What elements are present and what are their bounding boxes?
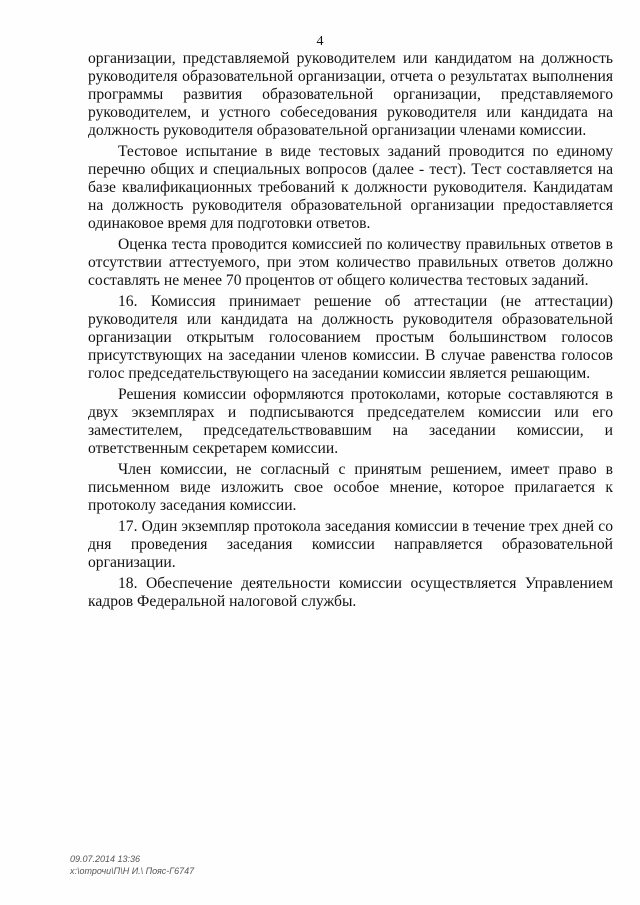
paragraph-protocols: Решения комиссии оформляются протоколами, которые составляются в двух экземплярах и подписываются председателем комиссии или его заместителем, председательствовавшим на заседании комиссии, и ответственным секретарем комиссии. [88, 386, 613, 457]
paragraph-test: Тестовое испытание в виде тестовых заданий проводится по единому перечню общих и специальных вопросов (далее - тест). Тест составляется на базе квалификационных требований к должности руководителя. Кандидатам на должность руководителя образовательной организации предоставляется одинаковое время для подготовки ответов. [88, 143, 613, 232]
document-body [88, 50, 613, 614]
paragraph-continuation: организации, представляемой руководителем или кандидатом на должность руководителя образовательной организации, отчета о результатах выполнения программы развития образовательной организации, представляемого руководителем, и устного собеседования руководителя или кандидата на должность руководителя образовательной организации членами комиссии. [88, 50, 613, 139]
paragraph-item-17: 17. Один экземпляр протокола заседания комиссии в течение трех дней со дня проведения заседания комиссии направляется образовательной организации. [88, 518, 613, 571]
paragraph-item-16: 16. Комиссия принимает решение об аттестации (не аттестации) руководителя или кандидата на должность руководителя образовательной организации открытым голосованием простым большинством голосов присутствующих на заседании членов комиссии. В случае равенства голосов голос председательствующего на заседании комиссии является решающим. [88, 293, 613, 382]
footer-timestamp: 09.07.2014 13:36 [70, 854, 141, 864]
file-stamp-footer [70, 853, 194, 877]
paragraph-test-evaluation: Оценка теста проводится комиссией по количеству правильных ответов в отсутствии аттестуемого, при этом количество правильных ответов должно составлять не менее 70 процентов от общего количества тестовых заданий. [88, 236, 613, 289]
page-number: 4 [316, 34, 324, 49]
paragraph-item-18: 18. Обеспечение деятельности комиссии осуществляется Управлением кадров Федеральной налоговой службы. [88, 575, 613, 610]
footer-file-path: x:\отрочи\П\Н И.\ Пояс-Г6747 [70, 866, 195, 876]
paragraph-dissent: Член комиссии, не согласный с принятым решением, имеет право в письменном виде изложить свое особое мнение, которое прилагается к протоколу заседания комиссии. [88, 461, 613, 514]
